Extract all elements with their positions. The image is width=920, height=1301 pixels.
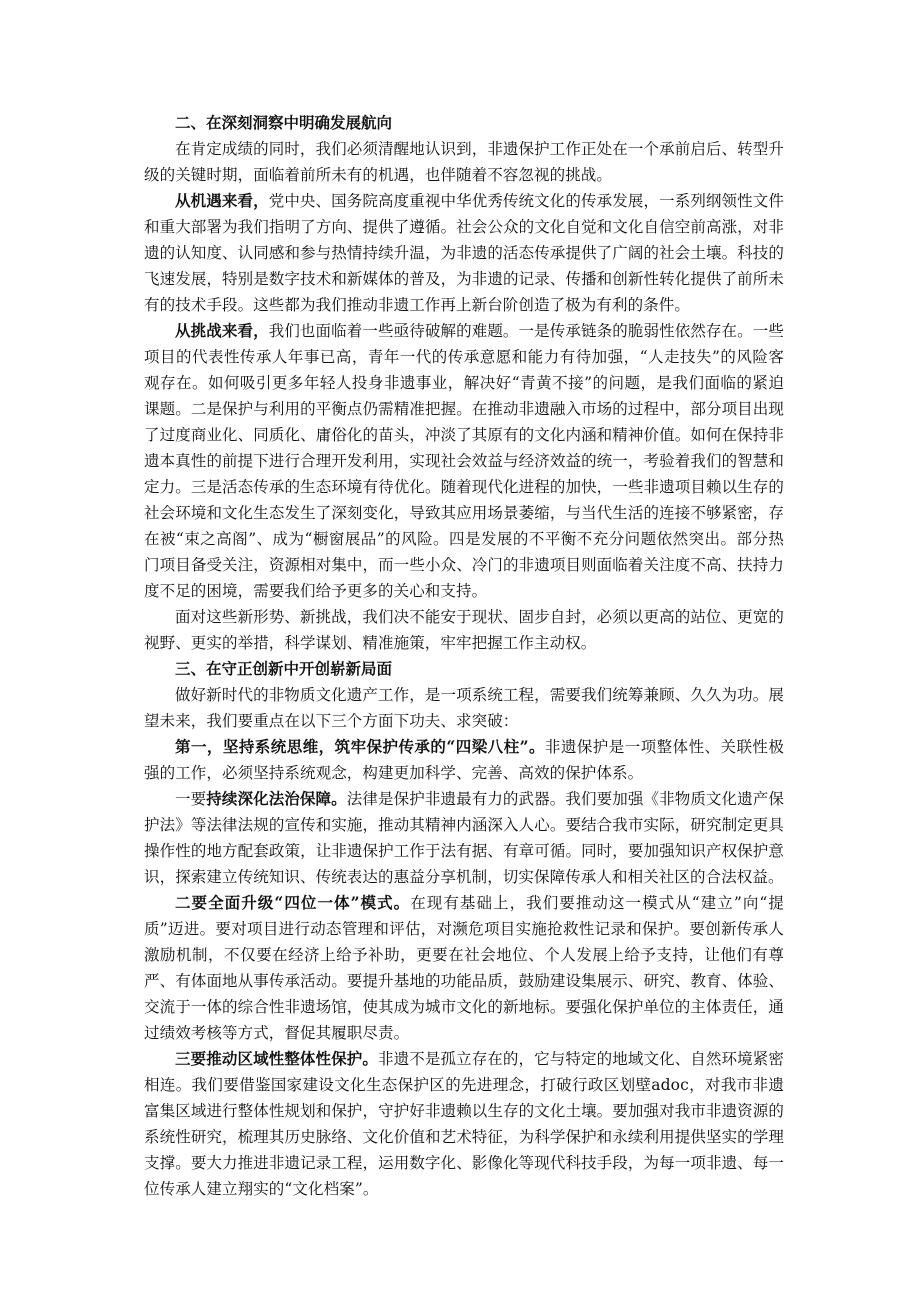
section-2-heading: 二、在深刻洞察中明确发展航向	[175, 113, 393, 132]
section-3-heading: 三、在守正创新中开创崭新局面	[175, 659, 393, 678]
first-point-lead: 第一，坚持系统思维，筑牢保护传承的“四梁八柱”。	[175, 737, 545, 756]
four-in-one-lead: 二要全面升级“四位一体”模式。	[175, 893, 411, 912]
paragraph-challenges	[144, 318, 784, 604]
regional-protection-body: 非遗不是孤立存在的，它与特定的地域文化、自然环境紧密相连。我们要借鉴国家建设文化生态保护区的先进理念，打破行政区划壁adoc，对我市非遗富集区域进行整体性规划和保护，守护好非遗赖以生存的文化土壤。要加强对我市非遗资源的系统性研究，梳理其历史脉络、文化价值和艺术特征，为科学保护和永续利用提供坚实的学理支撑。要大力推进非遗记录工程，运用数字化、影像化等现代科技手段，为每一项非遗、每一位传承人建立翔实的“文化档案”。	[144, 1050, 784, 1198]
four-in-one-body: 在现有基础上，我们要推动这一模式从“建立”向“提质”迈进。要对项目进行动态管理和评估，对濒危项目实施抢救性记录和保护。要创新传承人激励机制，不仅要在经济上给予补助，更要在社会地位、个人发展上给予支持，让他们有尊严、有体面地从事传承活动。要提升基地的功能品质，鼓励建设集展示、研究、教育、体验、交流于一体的综合性非遗场馆，使其成为城市文化的新地标。要强化保护单位的主体责任，通过绩效考核等方式，督促其履职尽责。	[144, 894, 784, 1042]
challenges-lead: 从挑战来看，	[175, 321, 269, 340]
paragraph-opportunities	[144, 188, 784, 318]
paragraph-rule-of-law	[144, 786, 784, 890]
rule-of-law-pre: 一要	[175, 790, 207, 808]
opportunities-lead: 从机遇来看，	[175, 191, 269, 210]
paragraph-first-point	[144, 734, 784, 786]
first-point-body: 非遗保护是一项整体性、关联性极强的工作，必须坚持系统观念，构建更加科学、完善、高效的保护体系。	[144, 738, 784, 782]
regional-protection-lead: 三要推动区域性整体性保护。	[175, 1049, 378, 1068]
paragraph-four-in-one	[144, 890, 784, 1046]
rule-of-law-body: 法律是保护非遗最有力的武器。我们要加强《非物质文化遗产保护法》等法律法规的宣传和实施，推动其精神内涵深入人心。要结合我市实际，研究制定更具操作性的地方配套政策，让非遗保护工作于法有据、有章可循。同时，要加强知识产权保护意识，探索建立传统知识、传统表达的惠益分享机制，切实保障传承人和相关社区的合法权益。	[144, 790, 784, 886]
rule-of-law-lead: 持续深化法治保障。	[206, 789, 347, 808]
opportunities-body: 党中央、国务院高度重视中华优秀传统文化的传承发展，一系列纲领性文件和重大部署为我们指明了方向、提供了遵循。社会公众的文化自觉和文化自信空前高涨，对非遗的认知度、认同感和参与热情持续升温，为非遗的活态传承提供了广阔的社会土壤。科技的飞速发展，特别是数字技术和新媒体的普及，为非遗的记录、传播和创新性转化提供了前所未有的技术手段。这些都为我们推动非遗工作再上新台阶创造了极为有利的条件。	[144, 192, 784, 314]
paragraph-intro: 在肯定成绩的同时，我们必须清醒地认识到，非遗保护工作正处在一个承前启后、转型升级的关键时期，面临着前所未有的机遇，也伴随着不容忽视的挑战。	[144, 140, 784, 184]
paragraph-outlook: 做好新时代的非物质文化遗产工作，是一项系统工程，需要我们统筹兼顾、久久为功。展望未来，我们要重点在以下三个方面下功夫、求突破：	[144, 686, 784, 730]
challenges-body: 我们也面临着一些亟待破解的难题。一是传承链条的脆弱性依然存在。一些项目的代表性传承人年事已高，青年一代的传承意愿和能力有待加强，“人走技失”的风险客观存在。如何吸引更多年轻人投身非遗事业，解决好“青黄不接”的问题，是我们面临的紧迫课题。二是保护与利用的平衡点仍需精准把握。在推动非遗融入市场的过程中，部分项目出现了过度商业化、同质化、庸俗化的苗头，冲淡了其原有的文化内涵和精神价值。如何在保持非遗本真性的前提下进行合理开发利用，实现社会效益与经济效益的统一，考验着我们的智慧和定力。三是活态传承的生态环境有待优化。随着现代化进程的加快，一些非遗项目赖以生存的社会环境和文化生态发生了深刻变化，导致其应用场景萎缩，与当代生活的连接不够紧密，存在被“束之高阁”、成为“橱窗展品”的风险。四是发展的不平衡不充分问题依然突出。部分热门项目备受关注，资源相对集中，而一些小众、冷门的非遗项目则面临着关注度不高、扶持力度不足的困境，需要我们给予更多的关心和支持。	[144, 322, 784, 600]
document-page	[144, 110, 784, 1202]
paragraph-response: 面对这些新形势、新挑战，我们决不能安于现状、固步自封，必须以更高的站位、更宽的视野、更实的举措，科学谋划、精准施策，牢牢把握工作主动权。	[144, 608, 784, 652]
paragraph-regional-protection	[144, 1046, 784, 1202]
